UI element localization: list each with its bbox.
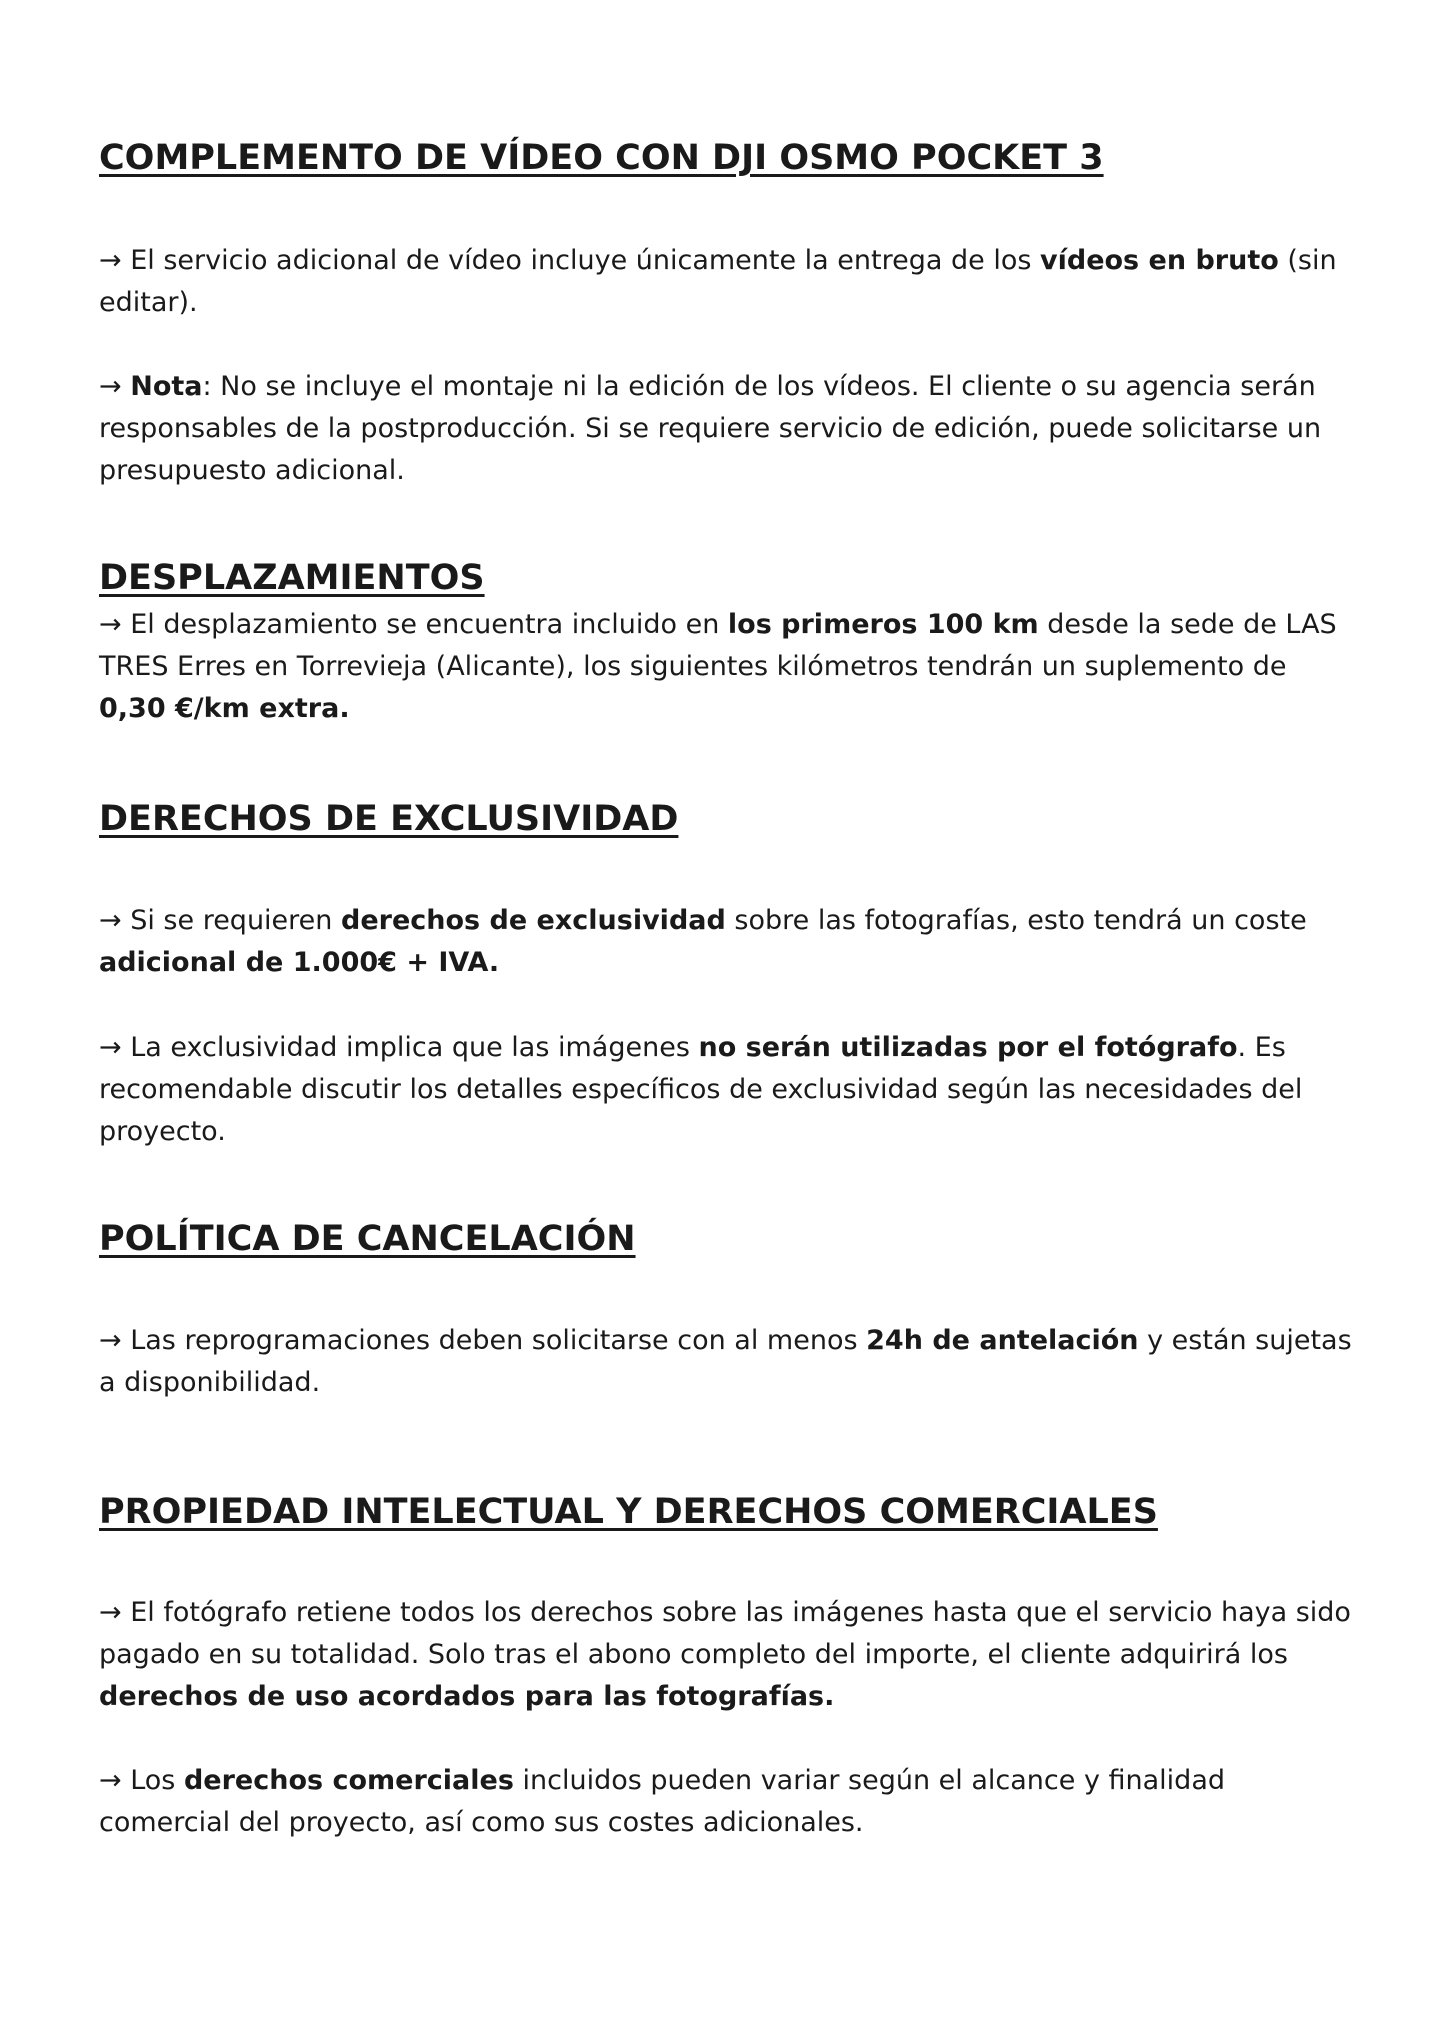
ip-paragraph-rights: → El fotógrafo retiene todos los derechos sobre las imágenes hasta que el servicio haya sido pagado en su totalidad. Solo tras el abono completo del importe, el cliente adquirirá los derechos de uso acordados para las fotografías. — [99, 1592, 1359, 1718]
exclusivity-paragraph-usage: → La exclusividad implica que las imágenes no serán utilizadas por el fotógrafo. Es recomendable discutir los detalles específicos de exclusividad según las necesidades del proyecto. — [99, 1027, 1359, 1153]
arrow-icon: → — [99, 1597, 122, 1628]
travel-paragraph: → El desplazamiento se encuentra incluido en los primeros 100 km desde la sede de LAS TRES Erres en Torrevieja (Alicante), los siguientes kilómetros tendrán un suplemento de 0,30 €/km extra. — [99, 604, 1359, 730]
arrow-icon: → — [99, 1765, 122, 1796]
section-title-cancellation: POLÍTICA DE CANCELACIÓN — [99, 1219, 636, 1259]
arrow-icon: → — [99, 371, 122, 402]
video-paragraph-note: → Nota: No se incluye el montaje ni la edición de los vídeos. El cliente o su agencia serán responsables de la postproducción. Si se requiere servicio de edición, puede solicitarse un presupuesto adicional. — [99, 366, 1359, 492]
arrow-icon: → — [99, 1032, 122, 1063]
cancellation-paragraph: → Las reprogramaciones deben solicitarse con al menos 24h de antelación y están sujetas a disponibilidad. — [99, 1320, 1359, 1404]
section-title-exclusivity: DERECHOS DE EXCLUSIVIDAD — [99, 799, 679, 839]
section-title-travel: DESPLAZAMIENTOS — [99, 558, 485, 598]
ip-paragraph-commercial: → Los derechos comerciales incluidos pueden variar según el alcance y finalidad comercial del proyecto, así como sus costes adicionales. — [99, 1760, 1359, 1844]
arrow-icon: → — [99, 609, 122, 640]
section-title-video: COMPLEMENTO DE VÍDEO CON DJI OSMO POCKET 3 — [99, 138, 1104, 178]
exclusivity-paragraph-cost: → Si se requieren derechos de exclusividad sobre las fotografías, esto tendrá un coste adicional de 1.000€ + IVA. — [99, 900, 1359, 984]
arrow-icon: → — [99, 905, 122, 936]
arrow-icon: → — [99, 245, 122, 276]
video-paragraph-raw-footage: → El servicio adicional de vídeo incluye únicamente la entrega de los vídeos en bruto (sin editar). — [99, 240, 1359, 324]
arrow-icon: → — [99, 1325, 122, 1356]
section-title-intellectual-property: PROPIEDAD INTELECTUAL Y DERECHOS COMERCIALES — [99, 1492, 1158, 1532]
